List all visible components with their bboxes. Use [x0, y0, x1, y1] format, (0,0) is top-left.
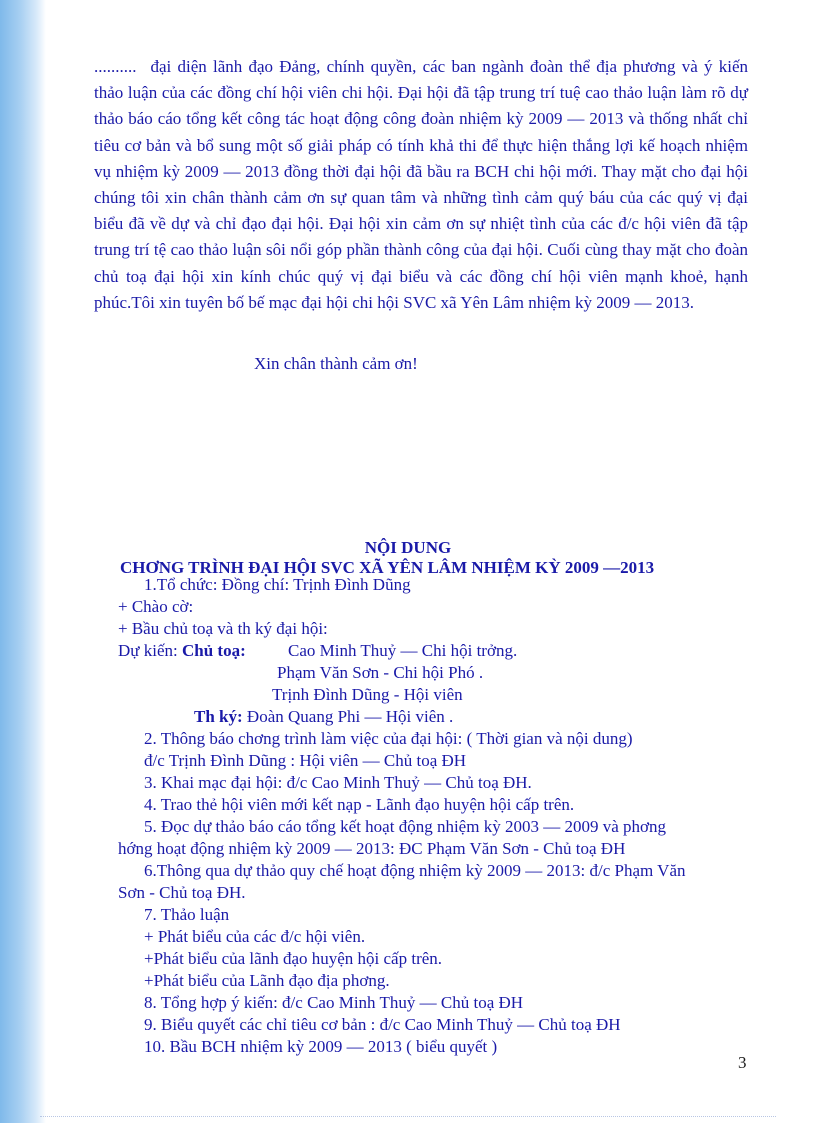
- agenda-line-21: 9. Biểu quyết các chỉ tiêu cơ bản : đ/c Cao Minh Thuỷ — Chủ toạ ĐH: [144, 1015, 621, 1034]
- agenda-line-19: +Phát biểu của Lãnh đạo địa phơng.: [144, 971, 390, 990]
- thank-you-line: Xin chân thành cảm ơn!: [254, 354, 418, 373]
- agenda-line-2: + Chào cờ:: [118, 597, 194, 616]
- expected-label: Dự kiến:: [118, 641, 182, 660]
- agenda-line-14: 6.Thông qua dự thảo quy chế hoạt động nhiệm kỳ 2009 — 2013: đ/c Phạm Văn: [144, 861, 686, 880]
- agenda-line-4: [118, 640, 246, 662]
- agenda-line-22: 10. Bầu BCH nhiệm kỳ 2009 — 2013 ( biểu quyết ): [144, 1037, 498, 1056]
- agenda-line-18: +Phát biểu của lãnh đạo huyện hội cấp trên.: [144, 949, 443, 968]
- paragraph-dots: ..........: [94, 57, 137, 76]
- agenda-line-5: Phạm Văn Sơn - Chi hội Phó .: [277, 663, 484, 682]
- paragraph-text: đại diện lãnh đạo Đảng, chính quyền, các ban ngành đoàn thể địa phương và ý kiến thảo luận của các đồng chí hội viên chi hội. Đại hội đã tập trung trí tuệ cao thảo luận làm rõ dự thảo báo cáo tổng kết công tác hoạt động công đoàn nhiệm kỳ 2009 — 2013 và thống nhất chỉ tiêu cơ bản và bổ sung một số giải pháp có tính khả thi để thực hiện thắng lợi kế hoạch nhiệm vụ nhiệm kỳ 2009 — 2013 đồng thời đại hội đã bầu ra BCH chi hội mới. Thay mặt cho đại hội chúng tôi xin chân thành cảm ơn sự quan tâm và những tình cảm quý báu của các quý vị đại biểu đã về dự và chỉ đạo đại hội. Đại hội xin cảm ơn sự nhiệt tình của các đ/c hội viên đã tập trung trí tệ cao thảo luận sôi nổi góp phần thành công của đại hội. Cuối cùng thay mặt cho đoàn chủ toạ đại hội xin kính chúc quý vị đại biểu và các đồng chí hội viên mạnh khoẻ, hạnh phúc.Tôi xin tuyên bố bế mạc đại hội chi hội SVC xã Yên Lâm nhiệm kỳ 2009 — 2013.: [94, 57, 748, 312]
- agenda-line-13: hớng hoạt động nhiệm kỳ 2009 — 2013: ĐC Phạm Văn Sơn - Chủ toạ ĐH: [118, 839, 626, 858]
- secretary-name: Đoàn Quang Phi — Hội viên .: [242, 707, 454, 726]
- agenda-line-8: 2. Thông báo chơng trình làm việc của đại hội: ( Thời gian và nội dung): [144, 729, 633, 748]
- agenda-line-12: 5. Đọc dự thảo báo cáo tổng kết hoạt động nhiệm kỳ 2003 — 2009 và phơng: [144, 817, 666, 836]
- section-subheading: CHƠNG TRÌNH ĐẠI HỘI SVC XÃ YÊN LÂM NHIỆM KỲ 2009 —2013: [120, 558, 655, 577]
- section-heading: NỘI DUNG: [364, 538, 452, 557]
- agenda-line-17: + Phát biểu của các đ/c hội viên.: [144, 927, 366, 946]
- page-number: 3: [738, 1053, 747, 1072]
- secretary-label: Th ký:: [194, 707, 243, 726]
- agenda-line-15: Sơn - Chủ toạ ĐH.: [118, 883, 246, 902]
- agenda-line-3: + Bầu chủ toạ và th ký đại hội:: [118, 619, 328, 638]
- agenda-line-11: 4. Trao thẻ hội viên mới kết nạp - Lãnh đạo huyện hội cấp trên.: [144, 795, 575, 814]
- agenda-line-10: 3. Khai mạc đại hội: đ/c Cao Minh Thuỷ — Chủ toạ ĐH.: [144, 773, 532, 792]
- chair-label: Chủ toạ:: [181, 641, 246, 660]
- agenda-line-20: 8. Tổng hợp ý kiến: đ/c Cao Minh Thuỷ — Chủ toạ ĐH: [144, 993, 524, 1012]
- agenda-line-6: Trịnh Đình Dũng - Hội viên: [272, 685, 463, 704]
- agenda-line-1: 1.Tổ chức: Đồng chí: Trịnh Đình Dũng: [144, 575, 411, 594]
- closing-paragraph: [94, 54, 748, 316]
- footer-dotted-rule: [40, 1116, 776, 1117]
- agenda-line-9: đ/c Trịnh Đình Dũng : Hội viên — Chủ toạ ĐH: [144, 751, 467, 770]
- agenda-line-16: 7. Thảo luận: [144, 905, 230, 924]
- agenda-line-4-name: Cao Minh Thuỷ — Chi hội trởng.: [288, 641, 518, 660]
- agenda-line-7: [194, 706, 453, 728]
